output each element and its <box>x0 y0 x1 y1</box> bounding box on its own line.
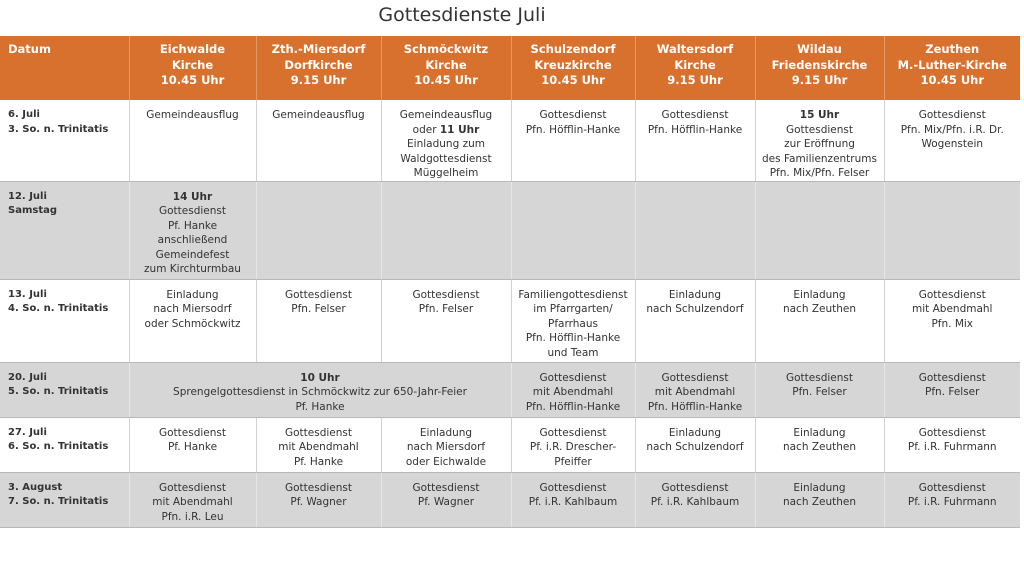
header-line: Kirche <box>425 57 467 72</box>
cell-line: oder Eichwalde <box>405 455 487 468</box>
cell-line: Gottesdienst <box>412 288 480 301</box>
cell-line: Pfn. Höfflin-Hanke <box>525 123 621 136</box>
sunday-name: 7. So. n. Trinitatis <box>8 496 109 507</box>
cell-line: Sprengelgottesdienst in Schmöckwitz zur 650-Jahr-Feier <box>173 386 467 398</box>
column-header-waltersdorf <box>635 36 755 100</box>
service-cell <box>755 472 884 527</box>
cell-line: Einladung <box>419 426 473 439</box>
column-header-eichwalde <box>129 36 256 100</box>
column-header-zeuthen <box>884 36 1020 100</box>
cell-line: nach Miersodrf <box>153 303 232 315</box>
cell-line: im Pfarrgarten/ <box>533 303 613 315</box>
cell-line: Pfn. Höfflin-Hanke <box>647 123 743 136</box>
service-cell <box>884 279 1020 362</box>
service-cell <box>256 279 381 362</box>
column-header-wildau <box>755 36 884 100</box>
table-row <box>0 472 1020 527</box>
page-title: Gottesdienste Juli <box>378 4 546 26</box>
cell-line: Gottesdienst <box>785 371 853 384</box>
column-header-datum <box>0 36 129 100</box>
schedule-table <box>0 36 1020 528</box>
date-line: 6. Juli <box>8 109 40 120</box>
header-line: Dorfkirche <box>284 57 353 72</box>
sunday-name: 3. So. n. Trinitatis <box>8 123 109 135</box>
date-line: 3. August <box>8 481 63 493</box>
header-line: Zeuthen <box>925 42 980 56</box>
service-cell <box>635 100 755 181</box>
cell-line: mit Abendmahl <box>912 303 993 315</box>
header-line: Kirche <box>674 57 716 72</box>
date-cell <box>0 279 129 362</box>
cell-line: Gottesdienst <box>539 371 607 384</box>
cell-line: Pfn. Mix <box>931 317 974 330</box>
header-line: Friedenskirche <box>771 57 868 72</box>
header-line: Kreuzkirche <box>534 57 612 72</box>
cell-line: Einladung <box>793 426 846 439</box>
service-cell <box>635 362 755 417</box>
service-cell <box>755 362 884 417</box>
cell-line: Pf. Wagner <box>290 496 347 508</box>
cell-line: nach Zeuthen <box>782 496 857 508</box>
service-cell <box>884 100 1020 181</box>
date-line: 13. Juli <box>8 288 47 300</box>
header-line: Schmöckwitz <box>403 42 489 56</box>
sunday-name: 6. So. n. Trinitatis <box>8 441 109 452</box>
header-line: 9.15 Uhr <box>791 73 848 87</box>
header-line: Datum <box>8 42 51 56</box>
service-cell <box>511 279 635 362</box>
header-line: 9.15 Uhr <box>290 73 347 87</box>
cell-line: Gottesdienst <box>539 426 607 439</box>
service-cell <box>381 100 511 181</box>
cell-line: oder Schmöckwitz <box>144 317 241 330</box>
cell-line: Gottesdienst <box>539 481 607 494</box>
cell-line: Pfn. Höfflin-Hanke <box>525 332 621 344</box>
cell-line: Pfn. Felser <box>291 303 346 315</box>
cell-line: Gemeindeausflug <box>146 109 239 121</box>
service-cell <box>381 472 511 527</box>
service-cell <box>755 100 884 181</box>
cell-line: des Familienzentrums <box>762 152 877 165</box>
empty-cell <box>755 181 884 279</box>
service-cell <box>755 279 884 362</box>
header-line: 10.45 Uhr <box>920 73 985 87</box>
cell-line: Pf. i.R. Kahlbaum <box>650 496 740 508</box>
cell-line: Gottesdienst <box>661 109 729 121</box>
cell-line: Gottesdienst <box>918 371 986 384</box>
cell-line: Einladung <box>793 288 846 301</box>
cell-line: Einladung <box>166 288 219 301</box>
time-label: 15 Uhr <box>799 109 840 121</box>
service-cell <box>129 472 256 527</box>
cell-line: Pfn. Höfflin-Hanke <box>647 400 743 413</box>
cell-line: Einladung <box>668 426 722 439</box>
cell-line: Wogenstein <box>921 138 984 150</box>
service-cell <box>884 472 1020 527</box>
service-cell <box>129 100 256 181</box>
service-cell <box>129 181 256 279</box>
cell-line: Pfn. Felser <box>925 386 980 398</box>
service-cell <box>635 472 755 527</box>
cell-line: mit Abendmahl <box>278 441 359 453</box>
service-cell <box>635 279 755 362</box>
service-cell <box>129 417 256 472</box>
cell-line: Pf. i.R. Drescher- <box>529 441 617 453</box>
header-row <box>0 36 1020 100</box>
cell-line: nach Schulzendorf <box>646 303 744 315</box>
sunday-name: 5. So. n. Trinitatis <box>8 386 109 397</box>
cell-line: anschließend <box>157 234 228 246</box>
cell-line: Pf. i.R. Kahlbaum <box>528 496 618 508</box>
cell-line: Pfarrhaus <box>548 317 598 330</box>
table-row <box>0 100 1020 181</box>
empty-cell <box>256 181 381 279</box>
header-line: Kirche <box>171 57 214 72</box>
date-line: 12. Juli <box>8 190 47 202</box>
cell-line: Gottesdienst <box>158 205 226 217</box>
cell-line: Müggelheim <box>413 167 479 179</box>
cell-line: Gottesdienst <box>284 288 352 301</box>
header-line: Zth.-Miersdorf <box>271 42 366 56</box>
cell-line: nach Miersdorf <box>406 441 486 453</box>
time-label: 11 Uhr <box>439 123 480 136</box>
cell-line: nach Zeuthen <box>782 303 857 315</box>
cell-line: Gemeindeausflug <box>272 109 365 121</box>
cell-line: Einladung zum <box>407 138 485 150</box>
column-header-schmoeckwitz <box>381 36 511 100</box>
header-line: Wildau <box>797 42 842 56</box>
service-cell <box>381 279 511 362</box>
header-line: Waltersdorf <box>656 42 734 56</box>
cell-line: Gottesdienst <box>918 288 986 301</box>
cell-line <box>385 123 508 138</box>
cell-line: mit Abendmahl <box>654 386 736 398</box>
table-row <box>0 279 1020 362</box>
cell-line: Gottesdienst <box>539 109 607 121</box>
column-header-miersdorf <box>256 36 381 100</box>
cell-line: Pfn. i.R. Leu <box>161 510 224 523</box>
service-cell <box>256 472 381 527</box>
header-line: 10.45 Uhr <box>160 73 225 87</box>
header-line: Eichwalde <box>159 42 226 56</box>
cell-line: Pf. Hanke <box>167 441 218 453</box>
service-cell <box>511 472 635 527</box>
cell-line: zur Eröffnung <box>784 138 855 150</box>
table-row <box>0 181 1020 279</box>
merged-service-cell <box>129 362 511 417</box>
cell-line: Pfeiffer <box>554 455 592 468</box>
cell-line: Gottesdienst <box>158 481 226 494</box>
cell-line: zum Kirchturmbau <box>144 263 241 275</box>
table-row <box>0 417 1020 472</box>
cell-line: Gottesdienst <box>284 426 352 439</box>
cell-line: nach Schulzendorf <box>646 441 744 453</box>
service-cell <box>511 362 635 417</box>
empty-cell <box>381 181 511 279</box>
service-cell <box>884 417 1020 472</box>
cell-line: nach Zeuthen <box>782 441 857 453</box>
date-cell <box>0 100 129 181</box>
cell-line: Einladung <box>793 481 846 494</box>
cell-line: Pf. i.R. Fuhrmann <box>907 441 997 453</box>
date-line: 27. Juli <box>8 426 47 438</box>
cell-line: und Team <box>547 346 599 359</box>
cell-line: Pf. Hanke <box>293 455 344 468</box>
sunday-name: Samstag <box>8 205 58 216</box>
header-line: 9.15 Uhr <box>667 73 723 87</box>
service-cell <box>129 279 256 362</box>
cell-line: Gottesdienst <box>918 426 986 439</box>
cell-line: mit Abendmahl <box>532 386 614 398</box>
date-line: 20. Juli <box>8 371 47 383</box>
cell-line: Pfn. Mix/Pfn. i.R. Dr. <box>900 123 1004 136</box>
service-cell <box>381 417 511 472</box>
service-cell <box>884 362 1020 417</box>
cell-line: Gottesdienst <box>918 481 986 494</box>
service-cell <box>511 417 635 472</box>
date-cell <box>0 417 129 472</box>
cell-line: Gemeindeausflug <box>399 109 493 121</box>
cell-line: Gottesdienst <box>412 481 480 494</box>
cell-line: Pf. Hanke <box>167 219 218 232</box>
header-line: 10.45 Uhr <box>541 73 605 87</box>
cell-line: Gottesdienst <box>661 481 729 494</box>
cell-line: Pfn. Höfflin-Hanke <box>525 400 621 413</box>
cell-line: Waldgottesdienst <box>400 152 492 165</box>
service-cell <box>635 417 755 472</box>
header-line: Schulzendorf <box>530 42 616 56</box>
table-row <box>0 362 1020 417</box>
service-cell <box>755 417 884 472</box>
cell-line: Gottesdienst <box>785 123 853 136</box>
cell-line: Gottesdienst <box>158 426 226 439</box>
empty-cell <box>635 181 755 279</box>
cell-line: Gottesdienst <box>661 371 729 384</box>
cell-line: Pfn. Felser <box>792 386 847 398</box>
cell-line: Pfn. Mix/Pfn. Felser <box>769 167 870 179</box>
column-header-schulzendorf <box>511 36 635 100</box>
cell-line: Pfn. Felser <box>418 303 474 315</box>
service-cell <box>256 417 381 472</box>
header-line: M.-Luther-Kirche <box>897 57 1007 72</box>
cell-line: Familiengottesdienst <box>518 288 628 301</box>
cell-line: Pf. Hanke <box>295 400 345 413</box>
date-cell <box>0 472 129 527</box>
empty-cell <box>511 181 635 279</box>
cell-line: Einladung <box>668 288 722 301</box>
cell-line: Pf. i.R. Fuhrmann <box>907 496 997 508</box>
service-cell <box>256 100 381 181</box>
cell-line: Pf. Wagner <box>417 496 475 508</box>
cell-line: Gottesdienst <box>918 109 986 121</box>
header-line: 10.45 Uhr <box>414 73 478 87</box>
cell-line-part: oder <box>412 123 437 136</box>
empty-cell <box>884 181 1020 279</box>
cell-line: mit Abendmahl <box>152 496 233 508</box>
service-cell <box>511 100 635 181</box>
cell-line: Gemeindefest <box>155 248 230 261</box>
cell-line: Gottesdienst <box>284 481 352 494</box>
sunday-name: 4. So. n. Trinitatis <box>8 303 109 314</box>
date-cell <box>0 362 129 417</box>
time-label: 14 Uhr <box>172 190 213 203</box>
time-label: 10 Uhr <box>300 371 340 384</box>
date-cell <box>0 181 129 279</box>
